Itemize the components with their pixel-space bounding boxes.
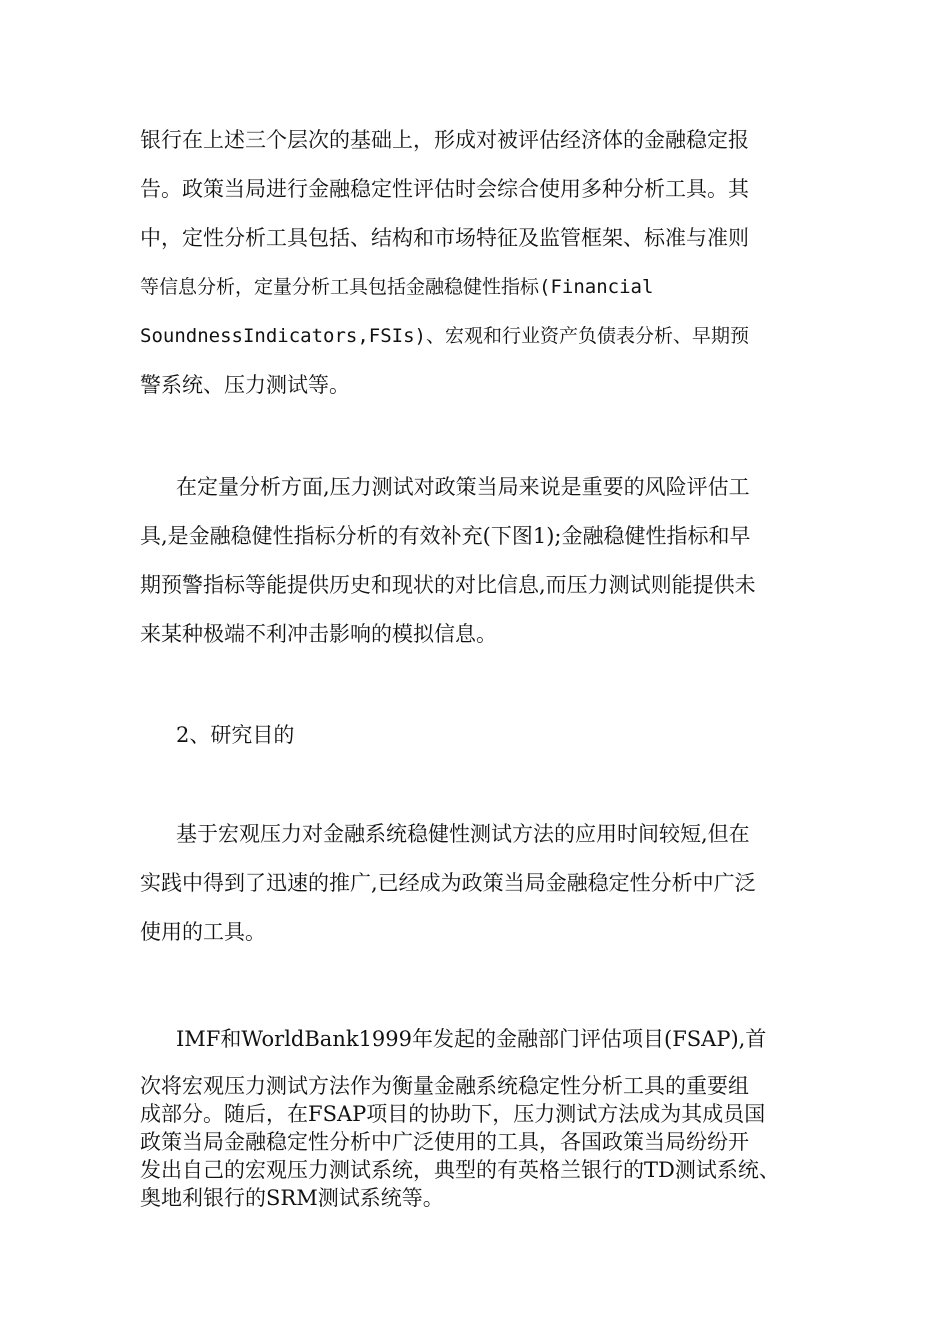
paragraph-line: 在定量分析方面,压力测试对政策当局来说是重要的风险评估工 [176, 475, 750, 499]
paragraph-line: 警系统、压力测试等。 [140, 373, 350, 397]
paragraph-line: 实践中得到了迅速的推广,已经成为政策当局金融稳定性分析中广泛 [140, 871, 756, 895]
section-heading [140, 711, 820, 760]
section-heading-text: 2、研究目的 [176, 723, 295, 747]
paragraph-3 [140, 810, 820, 957]
paragraph-4 [140, 1015, 820, 1064]
paragraph-5 [140, 1072, 820, 1212]
paragraph-line: 等信息分析，定量分析工具包括金融稳健性指标(Financial [140, 276, 654, 298]
paragraph-line: 告。政策当局进行金融稳定性评估时会综合使用多种分析工具。其 [140, 177, 749, 201]
paragraph-line: 基于宏观压力对金融系统稳健性测试方法的应用时间较短,但在 [176, 822, 750, 846]
paragraph-line: 具,是金融稳健性指标分析的有效补充(下图1);金融稳健性指标和早 [140, 524, 751, 548]
paragraph-line: 中，定性分析工具包括、结构和市场特征及监管框架、标准与准则 [140, 226, 749, 250]
paragraph-line: 成部分。随后，在FSAP项目的协助下，压力测试方法成为其成员国 [140, 1102, 766, 1126]
paragraph-line: 发出自己的宏观压力测试系统，典型的有英格兰银行的TD测试系统、 [140, 1158, 780, 1182]
paragraph-line: 政策当局金融稳定性分析中广泛使用的工具，各国政策当局纷纷开 [140, 1130, 749, 1154]
paragraph-line: 来某种极端不利冲击影响的模拟信息。 [140, 622, 497, 646]
paragraph-2 [140, 463, 820, 659]
paragraph-1 [140, 116, 820, 410]
paragraph-line: 银行在上述三个层次的基础上，形成对被评估经济体的金融稳定报 [140, 128, 749, 152]
paragraph-line: IMF和WorldBank1999年发起的金融部门评估项目(FSAP),首 [176, 1027, 767, 1051]
paragraph-line: SoundnessIndicators,FSIs)、宏观和行业资产负债表分析、早期预 [140, 325, 749, 347]
paragraph-line: 使用的工具。 [140, 920, 266, 944]
paragraph-line: 次将宏观压力测试方法作为衡量金融系统稳定性分析工具的重要组 [140, 1074, 749, 1098]
paragraph-line: 奥地利银行的SRM测试系统等。 [140, 1186, 444, 1210]
paragraph-line: 期预警指标等能提供历史和现状的对比信息,而压力测试则能提供未 [140, 573, 756, 597]
